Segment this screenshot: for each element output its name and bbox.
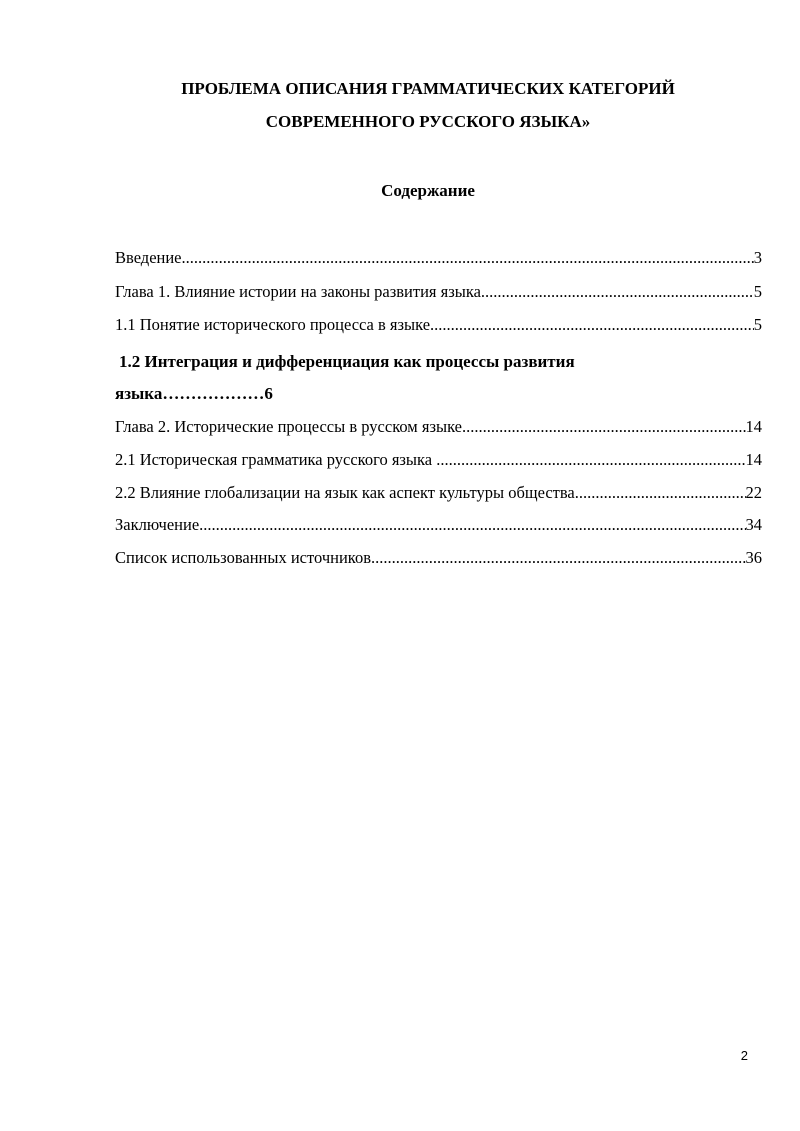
toc-entry-label: 2.2 Влияние глобализации на язык как аспект культуры общества bbox=[115, 483, 575, 502]
toc-entry-page: 22 bbox=[745, 483, 762, 502]
toc-entry-page: 5 bbox=[753, 282, 762, 301]
toc-entry-label: 2.1 Историческая грамматика русского языка bbox=[115, 450, 437, 469]
toc-entry-page: 36 bbox=[745, 548, 762, 567]
toc-leader-dots bbox=[182, 246, 754, 270]
document-title-line-1: ПРОБЛЕМА ОПИСАНИЯ ГРАММАТИЧЕСКИХ КАТЕГОРИЙ bbox=[181, 79, 675, 98]
toc-entry-chapter-2 bbox=[115, 415, 762, 439]
toc-entry-label: Заключение bbox=[115, 515, 200, 534]
toc-leader-dots bbox=[436, 448, 745, 472]
toc-entry-label: Глава 2. Исторические процессы в русском языке bbox=[115, 417, 462, 436]
toc-entry-section-2-1 bbox=[115, 448, 762, 472]
toc-leader-dots bbox=[462, 415, 746, 439]
toc-entry-page: 14 bbox=[745, 417, 762, 436]
document-title-line-2: СОВРЕМЕННОГО РУССКОГО ЯЗЫКА» bbox=[265, 112, 591, 131]
toc-entry-section-1-2-line-2: языка………………6 bbox=[115, 384, 273, 403]
toc-entry-label: Список использованных источников bbox=[115, 548, 371, 567]
toc-leader-dots bbox=[430, 313, 754, 337]
toc-leader-dots bbox=[575, 481, 746, 505]
toc-entry-section-2-2 bbox=[115, 481, 762, 505]
toc-entry-page: 14 bbox=[745, 450, 762, 469]
toc-leader-dots bbox=[481, 280, 754, 304]
toc-entry-page: 34 bbox=[745, 515, 762, 534]
toc-heading: Содержание bbox=[381, 181, 475, 200]
toc-entry-page: 5 bbox=[753, 315, 762, 334]
toc-entry-label: Глава 1. Влияние истории на законы развития языка bbox=[115, 282, 481, 301]
toc-entry-label: 1.1 Понятие исторического процесса в языке bbox=[115, 315, 431, 334]
toc-entry-section-1-1 bbox=[115, 313, 762, 337]
toc-entry-references bbox=[115, 546, 762, 570]
toc-entry-page: 3 bbox=[753, 248, 762, 267]
toc-entry-label: Введение bbox=[115, 248, 182, 267]
toc-entry-chapter-1 bbox=[115, 280, 762, 304]
page-number: 2 bbox=[740, 1048, 748, 1063]
toc-entry-introduction bbox=[115, 246, 762, 270]
toc-entry-section-1-2-line-1: 1.2 Интеграция и дифференциация как процессы развития bbox=[119, 352, 575, 371]
toc-entry-conclusion bbox=[115, 513, 762, 537]
toc-leader-dots bbox=[199, 513, 745, 537]
toc-leader-dots bbox=[371, 546, 746, 570]
